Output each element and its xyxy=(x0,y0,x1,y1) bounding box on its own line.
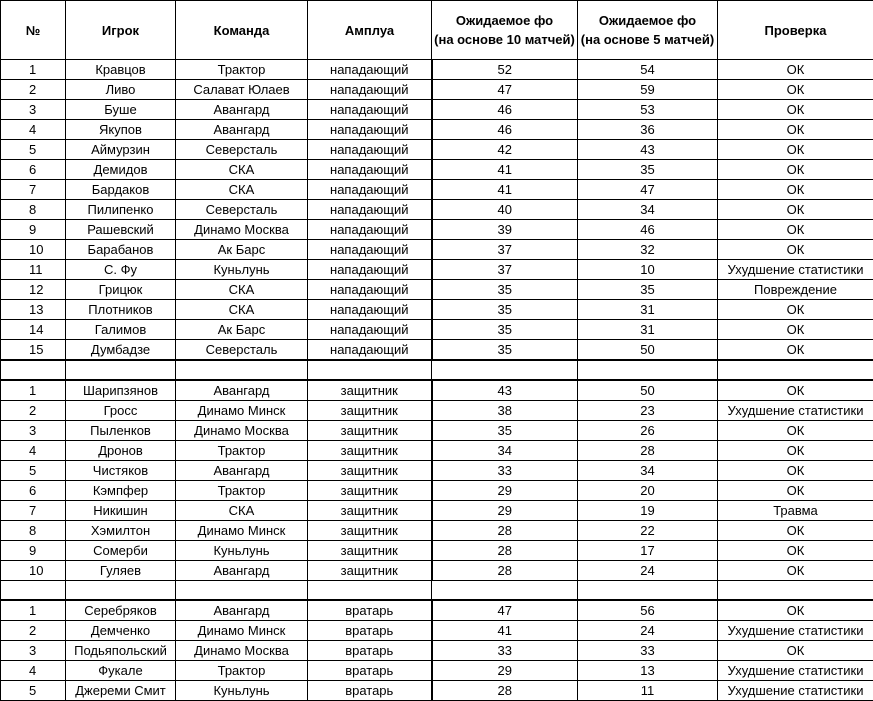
cell-check: Ухудшение статистики xyxy=(718,681,873,701)
cell-player: Гросс xyxy=(66,401,176,421)
cell-team: Куньлунь xyxy=(176,681,308,701)
cell-team: Авангард xyxy=(176,100,308,120)
cell-player: Аймурзин xyxy=(66,140,176,160)
table-row xyxy=(1,300,873,320)
cell-player: Буше xyxy=(66,100,176,120)
cell-check: Ухудшение статистики xyxy=(718,621,873,641)
cell-role: вратарь xyxy=(308,600,432,621)
cell-team: Трактор xyxy=(176,661,308,681)
separator-cell xyxy=(432,581,578,601)
cell-player: Шарипзянов xyxy=(66,380,176,401)
cell-expected-5: 47 xyxy=(578,180,718,200)
cell-expected-10: 37 xyxy=(432,260,578,280)
table-row xyxy=(1,641,873,661)
cell-team: Куньлунь xyxy=(176,260,308,280)
cell-role: нападающий xyxy=(308,260,432,280)
cell-number: 14 xyxy=(1,320,66,340)
separator-cell xyxy=(578,581,718,601)
cell-expected-10: 28 xyxy=(432,521,578,541)
cell-number: 9 xyxy=(1,220,66,240)
cell-player: Плотников xyxy=(66,300,176,320)
cell-check: ОК xyxy=(718,180,873,200)
table-row xyxy=(1,380,873,401)
cell-role: нападающий xyxy=(308,180,432,200)
cell-number: 2 xyxy=(1,80,66,100)
cell-check: ОК xyxy=(718,120,873,140)
cell-role: вратарь xyxy=(308,641,432,661)
cell-expected-5: 24 xyxy=(578,621,718,641)
header-expected-10-line2: (на основе 10 матчей) xyxy=(434,32,575,47)
cell-player: Рашевский xyxy=(66,220,176,240)
cell-expected-5: 43 xyxy=(578,140,718,160)
cell-player: Кэмпфер xyxy=(66,481,176,501)
header-number: № xyxy=(1,1,66,60)
cell-expected-10: 38 xyxy=(432,401,578,421)
header-check: Проверка xyxy=(718,1,873,60)
separator-cell xyxy=(718,581,873,601)
separator-cell xyxy=(176,581,308,601)
cell-expected-10: 47 xyxy=(432,600,578,621)
cell-player: С. Фу xyxy=(66,260,176,280)
cell-expected-10: 35 xyxy=(432,340,578,361)
cell-role: защитник xyxy=(308,441,432,461)
cell-check: ОК xyxy=(718,140,873,160)
cell-number: 5 xyxy=(1,681,66,701)
cell-player: Демидов xyxy=(66,160,176,180)
table-row xyxy=(1,240,873,260)
separator-cell xyxy=(66,581,176,601)
cell-number: 3 xyxy=(1,100,66,120)
table-row xyxy=(1,600,873,621)
cell-number: 12 xyxy=(1,280,66,300)
cell-player: Хэмилтон xyxy=(66,521,176,541)
table-row xyxy=(1,681,873,701)
cell-player: Подьяпольский xyxy=(66,641,176,661)
table-row xyxy=(1,180,873,200)
cell-expected-10: 52 xyxy=(432,60,578,80)
header-player: Игрок xyxy=(66,1,176,60)
table-row xyxy=(1,160,873,180)
cell-team: Куньлунь xyxy=(176,541,308,561)
cell-role: защитник xyxy=(308,541,432,561)
cell-role: нападающий xyxy=(308,280,432,300)
cell-expected-10: 28 xyxy=(432,541,578,561)
cell-player: Фукале xyxy=(66,661,176,681)
cell-number: 6 xyxy=(1,481,66,501)
cell-expected-5: 50 xyxy=(578,340,718,361)
cell-player: Якупов xyxy=(66,120,176,140)
cell-check: ОК xyxy=(718,200,873,220)
cell-check: ОК xyxy=(718,441,873,461)
header-row xyxy=(1,1,873,60)
cell-player: Пилипенко xyxy=(66,200,176,220)
cell-expected-10: 34 xyxy=(432,441,578,461)
cell-number: 8 xyxy=(1,200,66,220)
cell-expected-5: 31 xyxy=(578,320,718,340)
cell-player: Ливо xyxy=(66,80,176,100)
cell-check: Ухудшение статистики xyxy=(718,401,873,421)
cell-role: нападающий xyxy=(308,60,432,80)
cell-check: ОК xyxy=(718,421,873,441)
cell-number: 2 xyxy=(1,401,66,421)
table-row xyxy=(1,60,873,80)
cell-check: Ухудшение статистики xyxy=(718,661,873,681)
cell-team: Авангард xyxy=(176,380,308,401)
table-row xyxy=(1,80,873,100)
cell-player: Дронов xyxy=(66,441,176,461)
cell-expected-5: 23 xyxy=(578,401,718,421)
cell-role: вратарь xyxy=(308,661,432,681)
cell-team: Авангард xyxy=(176,600,308,621)
cell-number: 10 xyxy=(1,240,66,260)
cell-number: 9 xyxy=(1,541,66,561)
cell-number: 10 xyxy=(1,561,66,581)
cell-role: защитник xyxy=(308,561,432,581)
cell-player: Пыленков xyxy=(66,421,176,441)
cell-expected-5: 24 xyxy=(578,561,718,581)
cell-number: 1 xyxy=(1,380,66,401)
cell-expected-10: 42 xyxy=(432,140,578,160)
cell-player: Кравцов xyxy=(66,60,176,80)
separator-cell xyxy=(1,581,66,601)
cell-check: ОК xyxy=(718,541,873,561)
cell-role: нападающий xyxy=(308,320,432,340)
cell-check: ОК xyxy=(718,160,873,180)
cell-expected-5: 19 xyxy=(578,501,718,521)
cell-expected-10: 41 xyxy=(432,621,578,641)
cell-number: 2 xyxy=(1,621,66,641)
cell-role: защитник xyxy=(308,380,432,401)
cell-check: ОК xyxy=(718,380,873,401)
cell-team: Ак Барс xyxy=(176,240,308,260)
cell-expected-5: 46 xyxy=(578,220,718,240)
cell-expected-5: 11 xyxy=(578,681,718,701)
table-row xyxy=(1,621,873,641)
cell-number: 3 xyxy=(1,421,66,441)
cell-check: ОК xyxy=(718,600,873,621)
cell-expected-5: 33 xyxy=(578,641,718,661)
cell-team: Трактор xyxy=(176,60,308,80)
cell-role: нападающий xyxy=(308,340,432,361)
cell-team: Динамо Москва xyxy=(176,421,308,441)
cell-check: Травма xyxy=(718,501,873,521)
cell-team: Северсталь xyxy=(176,340,308,361)
separator-cell xyxy=(308,360,432,380)
cell-expected-10: 28 xyxy=(432,681,578,701)
cell-role: нападающий xyxy=(308,80,432,100)
cell-team: Трактор xyxy=(176,441,308,461)
cell-role: защитник xyxy=(308,421,432,441)
cell-player: Грицюк xyxy=(66,280,176,300)
cell-role: защитник xyxy=(308,481,432,501)
cell-check: ОК xyxy=(718,220,873,240)
separator-cell xyxy=(432,360,578,380)
header-role: Амплуа xyxy=(308,1,432,60)
cell-expected-5: 35 xyxy=(578,280,718,300)
table-row xyxy=(1,521,873,541)
cell-expected-10: 35 xyxy=(432,421,578,441)
cell-expected-5: 13 xyxy=(578,661,718,681)
header-expected-5 xyxy=(578,1,718,60)
separator-cell xyxy=(578,360,718,380)
header-expected-10-line1: Ожидаемое фо xyxy=(455,13,554,28)
cell-team: Авангард xyxy=(176,120,308,140)
cell-number: 5 xyxy=(1,140,66,160)
cell-number: 4 xyxy=(1,661,66,681)
cell-player: Чистяков xyxy=(66,461,176,481)
separator-cell xyxy=(308,581,432,601)
cell-check: ОК xyxy=(718,561,873,581)
cell-number: 15 xyxy=(1,340,66,361)
cell-number: 1 xyxy=(1,600,66,621)
cell-expected-10: 46 xyxy=(432,100,578,120)
table-row xyxy=(1,200,873,220)
cell-number: 6 xyxy=(1,160,66,180)
cell-expected-10: 41 xyxy=(432,160,578,180)
cell-player: Демченко xyxy=(66,621,176,641)
table-row xyxy=(1,481,873,501)
cell-expected-10: 35 xyxy=(432,280,578,300)
cell-check: ОК xyxy=(718,521,873,541)
cell-number: 11 xyxy=(1,260,66,280)
cell-number: 7 xyxy=(1,180,66,200)
cell-role: нападающий xyxy=(308,300,432,320)
cell-number: 4 xyxy=(1,120,66,140)
cell-role: нападающий xyxy=(308,140,432,160)
cell-expected-10: 29 xyxy=(432,501,578,521)
cell-expected-5: 20 xyxy=(578,481,718,501)
cell-expected-10: 41 xyxy=(432,180,578,200)
table-row xyxy=(1,661,873,681)
cell-team: Салават Юлаев xyxy=(176,80,308,100)
group-separator xyxy=(1,581,873,601)
cell-player: Думбадзе xyxy=(66,340,176,361)
header-expected-5-line2: (на основе 5 матчей) xyxy=(580,32,715,47)
cell-team: Авангард xyxy=(176,461,308,481)
cell-expected-10: 47 xyxy=(432,80,578,100)
cell-expected-10: 35 xyxy=(432,320,578,340)
cell-team: Ак Барс xyxy=(176,320,308,340)
cell-expected-5: 35 xyxy=(578,160,718,180)
separator-cell xyxy=(1,360,66,380)
cell-player: Никишин xyxy=(66,501,176,521)
cell-player: Сомерби xyxy=(66,541,176,561)
header-expected-5-line1: Ожидаемое фо xyxy=(598,13,697,28)
cell-number: 5 xyxy=(1,461,66,481)
table-row xyxy=(1,541,873,561)
cell-expected-5: 31 xyxy=(578,300,718,320)
cell-expected-5: 17 xyxy=(578,541,718,561)
cell-check: Повреждение xyxy=(718,280,873,300)
separator-cell xyxy=(718,360,873,380)
cell-expected-5: 26 xyxy=(578,421,718,441)
cell-role: нападающий xyxy=(308,120,432,140)
cell-team: Северсталь xyxy=(176,140,308,160)
table-body xyxy=(1,60,873,701)
cell-role: вратарь xyxy=(308,621,432,641)
cell-number: 4 xyxy=(1,441,66,461)
table-row xyxy=(1,140,873,160)
cell-expected-5: 28 xyxy=(578,441,718,461)
cell-check: ОК xyxy=(718,300,873,320)
cell-player: Галимов xyxy=(66,320,176,340)
cell-team: Трактор xyxy=(176,481,308,501)
cell-player: Джереми Смит xyxy=(66,681,176,701)
cell-player: Барабанов xyxy=(66,240,176,260)
table-row xyxy=(1,561,873,581)
cell-expected-10: 33 xyxy=(432,641,578,661)
separator-cell xyxy=(176,360,308,380)
table-row xyxy=(1,461,873,481)
cell-expected-10: 43 xyxy=(432,380,578,401)
cell-role: нападающий xyxy=(308,240,432,260)
cell-expected-10: 29 xyxy=(432,661,578,681)
table-row xyxy=(1,340,873,361)
cell-number: 13 xyxy=(1,300,66,320)
cell-expected-5: 50 xyxy=(578,380,718,401)
cell-team: Авангард xyxy=(176,561,308,581)
cell-expected-10: 46 xyxy=(432,120,578,140)
header-expected-10 xyxy=(432,1,578,60)
cell-expected-10: 35 xyxy=(432,300,578,320)
cell-player: Серебряков xyxy=(66,600,176,621)
cell-team: Северсталь xyxy=(176,200,308,220)
table-row xyxy=(1,401,873,421)
cell-check: ОК xyxy=(718,60,873,80)
cell-team: СКА xyxy=(176,300,308,320)
table-row xyxy=(1,120,873,140)
cell-role: нападающий xyxy=(308,100,432,120)
cell-expected-5: 34 xyxy=(578,200,718,220)
cell-team: Динамо Минск xyxy=(176,401,308,421)
cell-expected-10: 37 xyxy=(432,240,578,260)
cell-team: Динамо Минск xyxy=(176,521,308,541)
cell-check: ОК xyxy=(718,481,873,501)
cell-team: СКА xyxy=(176,180,308,200)
cell-expected-10: 28 xyxy=(432,561,578,581)
cell-check: ОК xyxy=(718,320,873,340)
table-row xyxy=(1,320,873,340)
cell-expected-5: 53 xyxy=(578,100,718,120)
cell-team: Динамо Минск xyxy=(176,621,308,641)
cell-role: защитник xyxy=(308,501,432,521)
cell-expected-5: 22 xyxy=(578,521,718,541)
cell-check: ОК xyxy=(718,100,873,120)
cell-expected-5: 56 xyxy=(578,600,718,621)
cell-number: 8 xyxy=(1,521,66,541)
cell-check: ОК xyxy=(718,340,873,361)
cell-role: вратарь xyxy=(308,681,432,701)
cell-expected-10: 33 xyxy=(432,461,578,481)
cell-check: ОК xyxy=(718,641,873,661)
cell-check: Ухудшение статистики xyxy=(718,260,873,280)
cell-expected-5: 32 xyxy=(578,240,718,260)
cell-expected-10: 29 xyxy=(432,481,578,501)
cell-check: ОК xyxy=(718,240,873,260)
cell-expected-5: 54 xyxy=(578,60,718,80)
cell-player: Гуляев xyxy=(66,561,176,581)
cell-team: Динамо Москва xyxy=(176,641,308,661)
cell-role: нападающий xyxy=(308,160,432,180)
cell-team: СКА xyxy=(176,280,308,300)
table-row xyxy=(1,260,873,280)
table-row xyxy=(1,421,873,441)
cell-number: 3 xyxy=(1,641,66,661)
cell-role: нападающий xyxy=(308,220,432,240)
cell-number: 1 xyxy=(1,60,66,80)
table-header xyxy=(1,1,873,60)
cell-check: ОК xyxy=(718,80,873,100)
cell-expected-10: 40 xyxy=(432,200,578,220)
cell-number: 7 xyxy=(1,501,66,521)
cell-role: нападающий xyxy=(308,200,432,220)
table-row xyxy=(1,280,873,300)
table-row xyxy=(1,441,873,461)
cell-role: защитник xyxy=(308,461,432,481)
cell-team: СКА xyxy=(176,160,308,180)
cell-role: защитник xyxy=(308,401,432,421)
cell-expected-10: 39 xyxy=(432,220,578,240)
cell-check: ОК xyxy=(718,461,873,481)
cell-expected-5: 59 xyxy=(578,80,718,100)
cell-expected-5: 34 xyxy=(578,461,718,481)
cell-expected-5: 36 xyxy=(578,120,718,140)
cell-role: защитник xyxy=(308,521,432,541)
table-row xyxy=(1,100,873,120)
table-row xyxy=(1,501,873,521)
separator-cell xyxy=(66,360,176,380)
group-separator xyxy=(1,360,873,380)
cell-team: Динамо Москва xyxy=(176,220,308,240)
table-row xyxy=(1,220,873,240)
cell-expected-5: 10 xyxy=(578,260,718,280)
cell-team: СКА xyxy=(176,501,308,521)
header-team: Команда xyxy=(176,1,308,60)
cell-player: Бардаков xyxy=(66,180,176,200)
